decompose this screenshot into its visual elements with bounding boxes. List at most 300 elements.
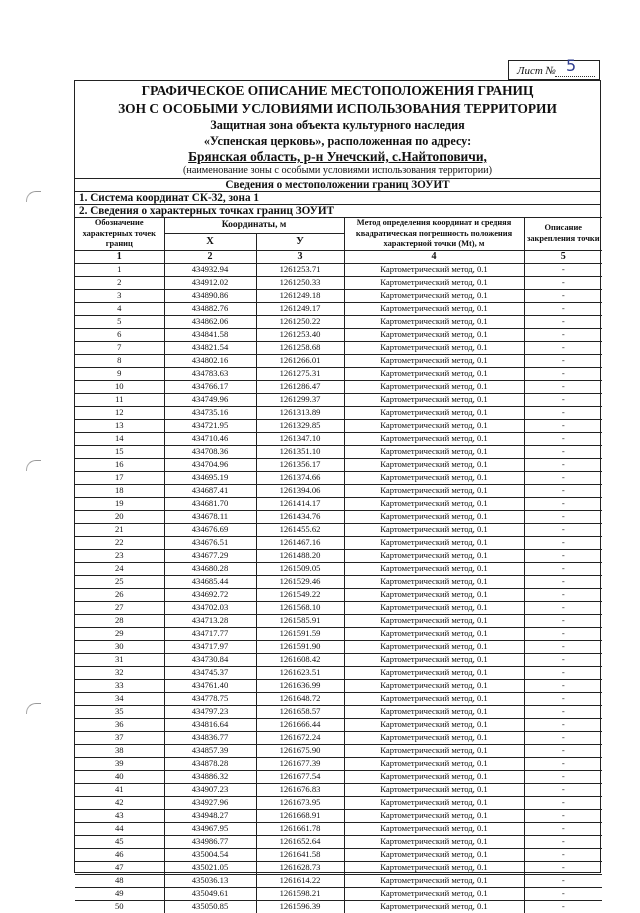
table-row — [75, 861, 602, 874]
cell-fixing: - — [524, 848, 602, 861]
cell-point-number: 2 — [75, 276, 164, 289]
punch-hole-mark-top — [26, 191, 41, 202]
cell-coord-x: 434907.23 — [164, 783, 256, 796]
col-header-x: X — [164, 234, 256, 250]
cell-point-number: 21 — [75, 523, 164, 536]
cell-method: Картометрический метод, 0.1 — [344, 705, 524, 718]
cell-coord-x: 434749.96 — [164, 393, 256, 406]
cell-fixing: - — [524, 809, 602, 822]
cell-fixing: - — [524, 328, 602, 341]
cell-method: Картометрический метод, 0.1 — [344, 484, 524, 497]
cell-fixing: - — [524, 523, 602, 536]
cell-method: Картометрический метод, 0.1 — [344, 419, 524, 432]
cell-coord-y: 1261549.22 — [256, 588, 344, 601]
cell-point-number: 37 — [75, 731, 164, 744]
cell-method: Картометрический метод, 0.1 — [344, 341, 524, 354]
cell-coord-x: 434802.16 — [164, 354, 256, 367]
cell-fixing: - — [524, 627, 602, 640]
cell-method: Картометрический метод, 0.1 — [344, 263, 524, 276]
table-row — [75, 900, 602, 913]
cell-coord-x: 434704.96 — [164, 458, 256, 471]
cell-coord-y: 1261253.71 — [256, 263, 344, 276]
cell-method: Картометрический метод, 0.1 — [344, 653, 524, 666]
cell-coord-y: 1261488.20 — [256, 549, 344, 562]
cell-coord-y: 1261666.44 — [256, 718, 344, 731]
cell-fixing: - — [524, 666, 602, 679]
table-row — [75, 588, 602, 601]
cell-method: Картометрический метод, 0.1 — [344, 510, 524, 523]
cell-coord-x: 434816.64 — [164, 718, 256, 731]
cell-method: Картометрический метод, 0.1 — [344, 757, 524, 770]
cell-coord-x: 434836.77 — [164, 731, 256, 744]
cell-fixing: - — [524, 640, 602, 653]
cell-method: Картометрический метод, 0.1 — [344, 822, 524, 835]
cell-coord-y: 1261258.68 — [256, 341, 344, 354]
cell-coord-y: 1261529.46 — [256, 575, 344, 588]
table-row — [75, 432, 602, 445]
col-number: 2 — [164, 250, 256, 263]
cell-coord-x: 434692.72 — [164, 588, 256, 601]
cell-point-number: 45 — [75, 835, 164, 848]
cell-coord-y: 1261509.05 — [256, 562, 344, 575]
table-row — [75, 523, 602, 536]
cell-fixing: - — [524, 744, 602, 757]
cell-point-number: 41 — [75, 783, 164, 796]
col-header-coords: Координаты, м — [164, 218, 344, 234]
cell-point-number: 40 — [75, 770, 164, 783]
cell-fixing: - — [524, 445, 602, 458]
table-row — [75, 809, 602, 822]
cell-coord-y: 1261329.85 — [256, 419, 344, 432]
cell-coord-y: 1261652.64 — [256, 835, 344, 848]
cell-point-number: 50 — [75, 900, 164, 913]
cell-coord-y: 1261275.31 — [256, 367, 344, 380]
table-row — [75, 341, 602, 354]
cell-fixing: - — [524, 289, 602, 302]
table-row — [75, 822, 602, 835]
cell-point-number: 28 — [75, 614, 164, 627]
cell-point-number: 17 — [75, 471, 164, 484]
cell-fixing: - — [524, 432, 602, 445]
region-address: Брянская область, р-н Унечский, с.Найтоповичи, — [188, 149, 487, 164]
cell-coord-y: 1261677.54 — [256, 770, 344, 783]
cell-coord-y: 1261677.39 — [256, 757, 344, 770]
cell-coord-x: 434745.37 — [164, 666, 256, 679]
table-row — [75, 289, 602, 302]
cell-fixing: - — [524, 861, 602, 874]
cell-coord-x: 434678.11 — [164, 510, 256, 523]
cell-method: Картометрический метод, 0.1 — [344, 861, 524, 874]
cell-method: Картометрический метод, 0.1 — [344, 562, 524, 575]
sheet-number-underline — [555, 76, 595, 77]
cell-coord-x: 434797.23 — [164, 705, 256, 718]
cell-coord-x: 434862.06 — [164, 315, 256, 328]
table-row — [75, 770, 602, 783]
cell-coord-y: 1261628.73 — [256, 861, 344, 874]
section-points: 2. Сведения о характерных точках границ ЗОУИТ — [75, 204, 600, 217]
cell-fixing: - — [524, 471, 602, 484]
cell-method: Картометрический метод, 0.1 — [344, 666, 524, 679]
cell-point-number: 30 — [75, 640, 164, 653]
cell-coord-y: 1261672.24 — [256, 731, 344, 744]
cell-coord-x: 434912.02 — [164, 276, 256, 289]
cell-method: Картометрический метод, 0.1 — [344, 328, 524, 341]
cell-method: Картометрический метод, 0.1 — [344, 809, 524, 822]
cell-fixing: - — [524, 679, 602, 692]
cell-method: Картометрический метод, 0.1 — [344, 302, 524, 315]
table-row — [75, 627, 602, 640]
table-row — [75, 510, 602, 523]
cell-coord-x: 434761.40 — [164, 679, 256, 692]
cell-coord-x: 434967.95 — [164, 822, 256, 835]
col-number: 1 — [75, 250, 164, 263]
cell-method: Картометрический метод, 0.1 — [344, 627, 524, 640]
cell-fixing: - — [524, 276, 602, 289]
document-header — [75, 81, 600, 178]
cell-method: Картометрический метод, 0.1 — [344, 887, 524, 900]
table-row — [75, 575, 602, 588]
cell-method: Картометрический метод, 0.1 — [344, 718, 524, 731]
cell-point-number: 26 — [75, 588, 164, 601]
cell-point-number: 31 — [75, 653, 164, 666]
cell-coord-x: 434717.77 — [164, 627, 256, 640]
col-number: 4 — [344, 250, 524, 263]
cell-point-number: 43 — [75, 809, 164, 822]
cell-coord-y: 1261455.62 — [256, 523, 344, 536]
cell-fixing: - — [524, 536, 602, 549]
cell-fixing: - — [524, 549, 602, 562]
cell-point-number: 1 — [75, 263, 164, 276]
cell-fixing: - — [524, 419, 602, 432]
cell-coord-y: 1261434.76 — [256, 510, 344, 523]
table-row — [75, 419, 602, 432]
cell-coord-x: 435004.54 — [164, 848, 256, 861]
cell-fixing: - — [524, 497, 602, 510]
cell-fixing: - — [524, 315, 602, 328]
cell-coord-x: 434890.86 — [164, 289, 256, 302]
cell-method: Картометрический метод, 0.1 — [344, 549, 524, 562]
cell-method: Картометрический метод, 0.1 — [344, 367, 524, 380]
cell-coord-x: 435036.13 — [164, 874, 256, 887]
cell-method: Картометрический метод, 0.1 — [344, 588, 524, 601]
cell-coord-y: 1261673.95 — [256, 796, 344, 809]
cell-method: Картометрический метод, 0.1 — [344, 471, 524, 484]
cell-coord-y: 1261394.06 — [256, 484, 344, 497]
cell-fixing: - — [524, 614, 602, 627]
cell-coord-x: 434886.32 — [164, 770, 256, 783]
cell-method: Картометрический метод, 0.1 — [344, 679, 524, 692]
zone-line-1: Защитная зона объекта культурного наследия — [210, 118, 465, 132]
cell-point-number: 19 — [75, 497, 164, 510]
table-row — [75, 367, 602, 380]
cell-coord-y: 1261596.39 — [256, 900, 344, 913]
cell-coord-y: 1261598.21 — [256, 887, 344, 900]
cell-coord-y: 1261249.17 — [256, 302, 344, 315]
cell-coord-y: 1261313.89 — [256, 406, 344, 419]
cell-fixing: - — [524, 731, 602, 744]
cell-fixing: - — [524, 718, 602, 731]
title-line-2: ЗОН С ОСОБЫМИ УСЛОВИЯМИ ИСПОЛЬЗОВАНИЯ ТЕРРИТОРИИ — [118, 101, 557, 116]
table-row — [75, 406, 602, 419]
cell-coord-x: 434932.94 — [164, 263, 256, 276]
cell-point-number: 34 — [75, 692, 164, 705]
cell-coord-x: 434878.28 — [164, 757, 256, 770]
table-row — [75, 614, 602, 627]
table-row — [75, 874, 602, 887]
cell-coord-x: 434695.19 — [164, 471, 256, 484]
table-row — [75, 315, 602, 328]
cell-coord-x: 435049.61 — [164, 887, 256, 900]
cell-method: Картометрический метод, 0.1 — [344, 393, 524, 406]
table-row — [75, 757, 602, 770]
cell-point-number: 24 — [75, 562, 164, 575]
cell-fixing: - — [524, 692, 602, 705]
cell-point-number: 32 — [75, 666, 164, 679]
cell-method: Картометрический метод, 0.1 — [344, 445, 524, 458]
cell-fixing: - — [524, 796, 602, 809]
col-header-point: Обозначение характерных точек границ — [75, 218, 164, 251]
cell-coord-x: 434717.97 — [164, 640, 256, 653]
col-number: 5 — [524, 250, 602, 263]
title-line-1: ГРАФИЧЕСКОЕ ОПИСАНИЕ МЕСТОПОЛОЖЕНИЯ ГРАНИЦ — [141, 83, 534, 98]
cell-coord-y: 1261266.01 — [256, 354, 344, 367]
cell-coord-y: 1261253.40 — [256, 328, 344, 341]
cell-coord-x: 435050.85 — [164, 900, 256, 913]
cell-coord-y: 1261623.51 — [256, 666, 344, 679]
cell-fixing: - — [524, 458, 602, 471]
cell-point-number: 10 — [75, 380, 164, 393]
table-row — [75, 354, 602, 367]
table-row — [75, 653, 602, 666]
cell-method: Картометрический метод, 0.1 — [344, 536, 524, 549]
cell-coord-y: 1261675.90 — [256, 744, 344, 757]
cell-fixing: - — [524, 835, 602, 848]
cell-point-number: 3 — [75, 289, 164, 302]
cell-coord-x: 434857.39 — [164, 744, 256, 757]
cell-point-number: 8 — [75, 354, 164, 367]
cell-coord-x: 434677.29 — [164, 549, 256, 562]
table-row — [75, 679, 602, 692]
cell-coord-x: 434735.16 — [164, 406, 256, 419]
cell-point-number: 6 — [75, 328, 164, 341]
cell-coord-x: 434687.41 — [164, 484, 256, 497]
cell-point-number: 14 — [75, 432, 164, 445]
cell-fixing: - — [524, 367, 602, 380]
cell-fixing: - — [524, 302, 602, 315]
cell-method: Картометрический метод, 0.1 — [344, 458, 524, 471]
zone-line-2: «Успенская церковь», расположенная по адресу: — [203, 134, 472, 148]
sheet-number: 5 — [566, 56, 577, 75]
cell-fixing: - — [524, 770, 602, 783]
cell-fixing: - — [524, 783, 602, 796]
table-row — [75, 536, 602, 549]
cell-fixing: - — [524, 510, 602, 523]
cell-method: Картометрический метод, 0.1 — [344, 354, 524, 367]
cell-point-number: 48 — [75, 874, 164, 887]
cell-coord-x: 434948.27 — [164, 809, 256, 822]
table-row — [75, 692, 602, 705]
cell-coord-y: 1261591.59 — [256, 627, 344, 640]
cell-coord-y: 1261250.22 — [256, 315, 344, 328]
cell-coord-x: 434702.03 — [164, 601, 256, 614]
cell-coord-y: 1261614.22 — [256, 874, 344, 887]
cell-coord-x: 434681.70 — [164, 497, 256, 510]
section-coord-system: 1. Система координат СК-32, зона 1 — [75, 191, 600, 204]
cell-coord-x: 434676.69 — [164, 523, 256, 536]
cell-method: Картометрический метод, 0.1 — [344, 575, 524, 588]
cell-method: Картометрический метод, 0.1 — [344, 770, 524, 783]
cell-method: Картометрический метод, 0.1 — [344, 692, 524, 705]
cell-point-number: 13 — [75, 419, 164, 432]
cell-fixing: - — [524, 601, 602, 614]
cell-method: Картометрический метод, 0.1 — [344, 848, 524, 861]
table-row — [75, 445, 602, 458]
cell-method: Картометрический метод, 0.1 — [344, 380, 524, 393]
cell-method: Картометрический метод, 0.1 — [344, 432, 524, 445]
cell-point-number: 16 — [75, 458, 164, 471]
cell-coord-y: 1261636.99 — [256, 679, 344, 692]
sheet-label: Лист № — [517, 65, 556, 77]
cell-point-number: 23 — [75, 549, 164, 562]
cell-coord-y: 1261668.91 — [256, 809, 344, 822]
punch-hole-mark-middle — [26, 460, 41, 471]
cell-method: Картометрический метод, 0.1 — [344, 783, 524, 796]
cell-fixing: - — [524, 263, 602, 276]
cell-coord-y: 1261414.17 — [256, 497, 344, 510]
col-header-method: Метод определения координат и средняя квадратическая погрешность положения характерной точки (Мt), м — [344, 218, 524, 251]
table-row — [75, 887, 602, 900]
cell-method: Картометрический метод, 0.1 — [344, 796, 524, 809]
cell-fixing: - — [524, 575, 602, 588]
cell-method: Картометрический метод, 0.1 — [344, 900, 524, 913]
cell-method: Картометрический метод, 0.1 — [344, 289, 524, 302]
cell-fixing: - — [524, 874, 602, 887]
cell-point-number: 11 — [75, 393, 164, 406]
cell-coord-y: 1261347.10 — [256, 432, 344, 445]
cell-fixing: - — [524, 562, 602, 575]
table-row — [75, 601, 602, 614]
cell-method: Картометрический метод, 0.1 — [344, 835, 524, 848]
cell-point-number: 27 — [75, 601, 164, 614]
cell-point-number: 22 — [75, 536, 164, 549]
cell-coord-x: 434710.46 — [164, 432, 256, 445]
section-location: Сведения о местоположении границ ЗОУИТ — [75, 178, 600, 191]
cell-method: Картометрический метод, 0.1 — [344, 601, 524, 614]
cell-coord-y: 1261374.66 — [256, 471, 344, 484]
table-row — [75, 640, 602, 653]
cell-coord-y: 1261585.91 — [256, 614, 344, 627]
cell-point-number: 18 — [75, 484, 164, 497]
table-row — [75, 497, 602, 510]
cell-coord-x: 434721.95 — [164, 419, 256, 432]
table-row — [75, 666, 602, 679]
cell-point-number: 7 — [75, 341, 164, 354]
cell-method: Картометрический метод, 0.1 — [344, 406, 524, 419]
cell-coord-x: 434783.63 — [164, 367, 256, 380]
col-header-y: У — [256, 234, 344, 250]
table-row — [75, 484, 602, 497]
cell-point-number: 25 — [75, 575, 164, 588]
cell-point-number: 49 — [75, 887, 164, 900]
cell-coord-y: 1261591.90 — [256, 640, 344, 653]
table-row — [75, 731, 602, 744]
table-row — [75, 848, 602, 861]
cell-coord-y: 1261648.72 — [256, 692, 344, 705]
table-row — [75, 393, 602, 406]
cell-fixing: - — [524, 484, 602, 497]
table-row — [75, 718, 602, 731]
cell-fixing: - — [524, 406, 602, 419]
cell-coord-y: 1261608.42 — [256, 653, 344, 666]
cell-fixing: - — [524, 341, 602, 354]
cell-coord-y: 1261661.78 — [256, 822, 344, 835]
cell-method: Картометрический метод, 0.1 — [344, 523, 524, 536]
table-row — [75, 783, 602, 796]
cell-method: Картометрический метод, 0.1 — [344, 744, 524, 757]
cell-point-number: 38 — [75, 744, 164, 757]
cell-coord-x: 434821.54 — [164, 341, 256, 354]
cell-coord-y: 1261249.18 — [256, 289, 344, 302]
cell-point-number: 29 — [75, 627, 164, 640]
cell-coord-y: 1261568.10 — [256, 601, 344, 614]
cell-fixing: - — [524, 653, 602, 666]
cell-coord-y: 1261286.47 — [256, 380, 344, 393]
cell-coord-y: 1261250.33 — [256, 276, 344, 289]
col-number: 3 — [256, 250, 344, 263]
cell-coord-x: 434882.76 — [164, 302, 256, 315]
cell-coord-x: 434676.51 — [164, 536, 256, 549]
cell-method: Картометрический метод, 0.1 — [344, 731, 524, 744]
cell-fixing: - — [524, 354, 602, 367]
cell-coord-x: 434841.58 — [164, 328, 256, 341]
cell-method: Картометрический метод, 0.1 — [344, 315, 524, 328]
cell-point-number: 5 — [75, 315, 164, 328]
cell-fixing: - — [524, 887, 602, 900]
document-frame — [74, 80, 601, 911]
cell-coord-y: 1261676.83 — [256, 783, 344, 796]
cell-point-number: 39 — [75, 757, 164, 770]
cell-coord-y: 1261299.37 — [256, 393, 344, 406]
cell-method: Картометрический метод, 0.1 — [344, 497, 524, 510]
table-row — [75, 276, 602, 289]
cell-point-number: 47 — [75, 861, 164, 874]
cell-coord-y: 1261658.57 — [256, 705, 344, 718]
table-row — [75, 302, 602, 315]
cell-coord-x: 434766.17 — [164, 380, 256, 393]
cell-fixing: - — [524, 393, 602, 406]
cell-fixing: - — [524, 822, 602, 835]
cell-method: Картометрический метод, 0.1 — [344, 276, 524, 289]
cell-point-number: 36 — [75, 718, 164, 731]
cell-fixing: - — [524, 588, 602, 601]
cell-coord-x: 434730.84 — [164, 653, 256, 666]
cell-point-number: 35 — [75, 705, 164, 718]
zone-name-note: (наименование зоны с особыми условиями использования территории) — [182, 165, 493, 176]
points-table-body — [75, 263, 602, 913]
cell-coord-y: 1261641.58 — [256, 848, 344, 861]
cell-coord-x: 434927.96 — [164, 796, 256, 809]
table-row — [75, 380, 602, 393]
table-row — [75, 744, 602, 757]
cell-fixing: - — [524, 380, 602, 393]
col-header-fix: Описание закрепления точки — [524, 218, 602, 251]
cell-coord-x: 435021.05 — [164, 861, 256, 874]
cell-fixing: - — [524, 900, 602, 913]
cell-point-number: 44 — [75, 822, 164, 835]
table-row — [75, 705, 602, 718]
sheet-number-box — [508, 60, 600, 80]
cell-point-number: 46 — [75, 848, 164, 861]
